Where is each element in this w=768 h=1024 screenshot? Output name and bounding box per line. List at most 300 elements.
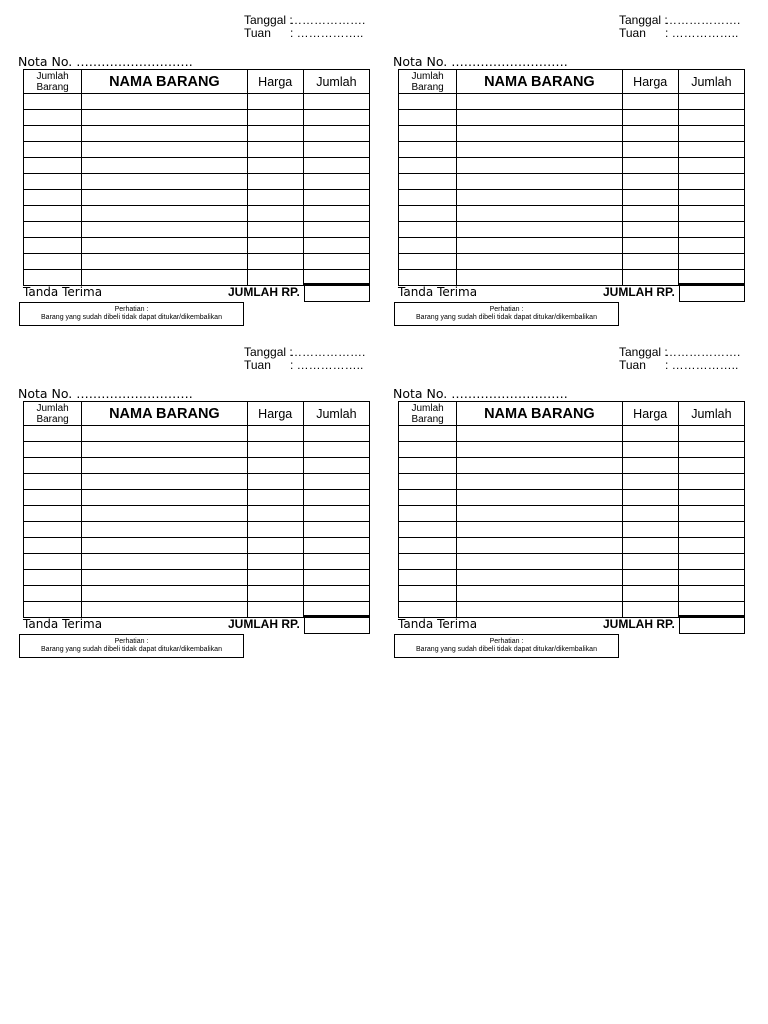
items-table: [23, 401, 370, 618]
table-cell: [399, 506, 457, 522]
table-cell: [247, 426, 303, 442]
table-cell: [457, 254, 622, 270]
table-cell: [678, 506, 744, 522]
notice-title: Perhatian :: [489, 306, 524, 313]
table-cell: [678, 206, 744, 222]
table-cell: [622, 554, 678, 570]
table-cell: [622, 126, 678, 142]
table-cell: [24, 126, 82, 142]
table-cell: [24, 426, 82, 442]
table-cell: [247, 190, 303, 206]
table-row: [399, 458, 745, 474]
table-cell: [303, 506, 369, 522]
nota-form: [393, 346, 745, 666]
table-cell: [24, 442, 82, 458]
table-row: [24, 442, 370, 458]
table-cell: [82, 206, 247, 222]
table-cell: [622, 458, 678, 474]
table-cell: [457, 442, 622, 458]
tanda-terima-label: Tanda Terima: [23, 617, 103, 631]
table-cell: [622, 490, 678, 506]
header-harga: Harga: [247, 70, 303, 94]
table-cell: [399, 442, 457, 458]
jumlah-rp-label: JUMLAH RP.: [228, 285, 300, 299]
table-cell: [24, 270, 82, 286]
table-cell: [622, 506, 678, 522]
table-header-row: [399, 402, 745, 426]
tuan-label: Tuan: [619, 26, 646, 40]
table-cell: [399, 174, 457, 190]
table-cell: [457, 474, 622, 490]
tanda-terima-label: Tanda Terima: [398, 617, 478, 631]
table-cell: [303, 174, 369, 190]
table-cell: [678, 522, 744, 538]
tuan-field: : ……………..: [290, 26, 364, 40]
table-cell: [82, 426, 247, 442]
table-cell: [399, 426, 457, 442]
table-row: [399, 238, 745, 254]
table-cell: [622, 522, 678, 538]
table-cell: [303, 522, 369, 538]
table-cell: [399, 522, 457, 538]
table-row: [399, 206, 745, 222]
table-cell: [622, 538, 678, 554]
notice-text: Barang yang sudah dibeli tidak dapat ditukar/dikembalikan: [416, 314, 597, 321]
table-cell: [678, 142, 744, 158]
table-cell: [303, 458, 369, 474]
table-cell: [457, 110, 622, 126]
table-cell: [82, 602, 247, 618]
table-cell: [82, 506, 247, 522]
table-cell: [457, 238, 622, 254]
table-cell: [678, 174, 744, 190]
table-cell: [303, 94, 369, 110]
jumlah-rp-label: JUMLAH RP.: [228, 617, 300, 631]
table-cell: [399, 126, 457, 142]
table-row: [399, 490, 745, 506]
items-table: [398, 401, 745, 618]
table-row: [399, 538, 745, 554]
table-row: [399, 442, 745, 458]
nota-number: Nota No. ……………………….: [18, 386, 193, 401]
table-cell: [24, 110, 82, 126]
table-cell: [82, 126, 247, 142]
table-cell: [82, 94, 247, 110]
table-cell: [303, 490, 369, 506]
nota-number: Nota No. ……………………….: [393, 54, 568, 69]
table-cell: [399, 254, 457, 270]
table-cell: [303, 554, 369, 570]
table-cell: [457, 222, 622, 238]
nota-number: Nota No. ……………………….: [18, 54, 193, 69]
table-cell: [303, 206, 369, 222]
table-cell: [24, 238, 82, 254]
table-cell: [399, 142, 457, 158]
table-cell: [457, 158, 622, 174]
notice-title: Perhatian :: [114, 638, 149, 645]
table-row: [399, 426, 745, 442]
table-row: [24, 110, 370, 126]
table-cell: [622, 238, 678, 254]
table-cell: [24, 254, 82, 270]
table-row: [399, 522, 745, 538]
table-cell: [82, 490, 247, 506]
table-cell: [24, 158, 82, 174]
header-harga: Harga: [622, 70, 678, 94]
table-cell: [622, 222, 678, 238]
table-cell: [678, 586, 744, 602]
jumlah-rp-label: JUMLAH RP.: [603, 285, 675, 299]
table-row: [24, 190, 370, 206]
table-cell: [399, 238, 457, 254]
table-cell: [247, 94, 303, 110]
table-cell: [399, 490, 457, 506]
table-cell: [399, 206, 457, 222]
header-jumlah-barang: Jumlah Barang: [399, 70, 457, 94]
table-cell: [247, 158, 303, 174]
table-cell: [678, 126, 744, 142]
table-cell: [678, 442, 744, 458]
table-row: [399, 94, 745, 110]
tuan-field: : ……………..: [665, 358, 739, 372]
item-rows: [24, 94, 370, 286]
table-header-row: [24, 402, 370, 426]
table-cell: [303, 126, 369, 142]
header-nama-barang: NAMA BARANG: [82, 402, 247, 426]
table-row: [24, 506, 370, 522]
table-cell: [82, 474, 247, 490]
table-row: [399, 474, 745, 490]
table-cell: [82, 222, 247, 238]
header-jumlah-barang: Jumlah Barang: [24, 402, 82, 426]
table-cell: [247, 554, 303, 570]
table-row: [399, 142, 745, 158]
table-cell: [82, 190, 247, 206]
tanggal-label: Tanggal :: [244, 13, 293, 27]
notice-title: Perhatian :: [489, 638, 524, 645]
header-harga: Harga: [247, 402, 303, 426]
table-cell: [678, 426, 744, 442]
table-cell: [457, 126, 622, 142]
table-cell: [622, 158, 678, 174]
table-cell: [622, 442, 678, 458]
table-cell: [82, 142, 247, 158]
table-cell: [457, 538, 622, 554]
notice-text: Barang yang sudah dibeli tidak dapat ditukar/dikembalikan: [41, 314, 222, 321]
header-jumlah-barang: Jumlah Barang: [399, 402, 457, 426]
items-table: [23, 69, 370, 286]
table-cell: [399, 602, 457, 618]
table-cell: [303, 238, 369, 254]
notice-text: Barang yang sudah dibeli tidak dapat ditukar/dikembalikan: [416, 646, 597, 653]
table-cell: [678, 110, 744, 126]
table-row: [24, 206, 370, 222]
tanggal-label: Tanggal :: [619, 345, 668, 359]
header-nama-barang: NAMA BARANG: [82, 70, 247, 94]
tuan-field: : ……………..: [290, 358, 364, 372]
table-cell: [622, 586, 678, 602]
table-cell: [24, 538, 82, 554]
total-amount-box: [679, 615, 745, 634]
tuan-row: [244, 27, 374, 40]
table-cell: [24, 602, 82, 618]
table-row: [24, 458, 370, 474]
table-cell: [622, 94, 678, 110]
table-cell: [678, 190, 744, 206]
tuan-field: : ……………..: [665, 26, 739, 40]
meta-block: [619, 346, 749, 372]
table-row: [399, 254, 745, 270]
item-rows: [399, 426, 745, 618]
table-cell: [678, 222, 744, 238]
table-cell: [303, 254, 369, 270]
table-cell: [399, 270, 457, 286]
table-cell: [457, 190, 622, 206]
table-cell: [457, 570, 622, 586]
table-row: [399, 506, 745, 522]
table-cell: [247, 522, 303, 538]
table-cell: [247, 142, 303, 158]
table-cell: [303, 474, 369, 490]
table-cell: [247, 126, 303, 142]
jumlah-rp-label: JUMLAH RP.: [603, 617, 675, 631]
table-cell: [622, 142, 678, 158]
table-cell: [247, 602, 303, 618]
table-cell: [622, 174, 678, 190]
table-cell: [622, 270, 678, 286]
table-cell: [399, 110, 457, 126]
tanggal-field: ……………….: [665, 13, 741, 27]
table-cell: [399, 586, 457, 602]
table-cell: [622, 110, 678, 126]
table-cell: [82, 110, 247, 126]
table-row: [24, 586, 370, 602]
table-cell: [247, 270, 303, 286]
items-table: [398, 69, 745, 286]
table-cell: [82, 538, 247, 554]
table-cell: [303, 426, 369, 442]
table-row: [24, 238, 370, 254]
table-cell: [24, 206, 82, 222]
table-cell: [247, 238, 303, 254]
nota-form: [18, 14, 370, 334]
total-amount-box: [679, 283, 745, 302]
table-cell: [457, 602, 622, 618]
tuan-row: [619, 27, 749, 40]
table-cell: [399, 190, 457, 206]
meta-block: [244, 14, 374, 40]
table-cell: [457, 522, 622, 538]
table-cell: [622, 206, 678, 222]
item-rows: [24, 426, 370, 618]
tanda-terima-label: Tanda Terima: [23, 285, 103, 299]
table-cell: [82, 458, 247, 474]
table-cell: [678, 94, 744, 110]
tanggal-field: ……………….: [290, 13, 366, 27]
table-cell: [303, 158, 369, 174]
table-cell: [24, 190, 82, 206]
header-nama-barang: NAMA BARANG: [457, 70, 622, 94]
table-cell: [24, 570, 82, 586]
meta-block: [619, 14, 749, 40]
table-header-row: [399, 70, 745, 94]
table-cell: [247, 110, 303, 126]
header-jumlah-barang: Jumlah Barang: [24, 70, 82, 94]
tanggal-field: ……………….: [665, 345, 741, 359]
table-cell: [24, 458, 82, 474]
table-row: [399, 110, 745, 126]
table-cell: [457, 490, 622, 506]
table-cell: [82, 270, 247, 286]
nota-form: [18, 346, 370, 666]
table-row: [24, 142, 370, 158]
table-cell: [303, 222, 369, 238]
table-cell: [303, 442, 369, 458]
table-cell: [24, 522, 82, 538]
table-cell: [457, 206, 622, 222]
table-cell: [247, 442, 303, 458]
table-cell: [247, 570, 303, 586]
table-cell: [82, 442, 247, 458]
table-cell: [678, 254, 744, 270]
table-cell: [457, 458, 622, 474]
table-row: [24, 554, 370, 570]
total-amount-box: [304, 283, 370, 302]
nota-form: [393, 14, 745, 334]
table-cell: [303, 538, 369, 554]
table-cell: [82, 570, 247, 586]
header-jumlah: Jumlah: [303, 70, 369, 94]
table-cell: [678, 474, 744, 490]
table-row: [399, 586, 745, 602]
table-row: [24, 474, 370, 490]
table-cell: [247, 458, 303, 474]
table-cell: [247, 174, 303, 190]
table-row: [24, 222, 370, 238]
table-cell: [24, 490, 82, 506]
header-harga: Harga: [622, 402, 678, 426]
table-cell: [399, 554, 457, 570]
meta-block: [244, 346, 374, 372]
table-cell: [82, 158, 247, 174]
table-cell: [399, 538, 457, 554]
notice-box: [394, 634, 619, 658]
table-cell: [82, 522, 247, 538]
table-cell: [457, 174, 622, 190]
table-cell: [622, 190, 678, 206]
table-cell: [82, 174, 247, 190]
table-row: [24, 158, 370, 174]
table-cell: [457, 426, 622, 442]
tuan-row: [244, 359, 374, 372]
table-row: [399, 158, 745, 174]
table-cell: [399, 94, 457, 110]
table-cell: [247, 222, 303, 238]
table-cell: [678, 570, 744, 586]
notice-box: [19, 302, 244, 326]
table-cell: [457, 142, 622, 158]
table-cell: [82, 238, 247, 254]
table-row: [24, 426, 370, 442]
table-cell: [678, 490, 744, 506]
table-row: [24, 538, 370, 554]
tuan-label: Tuan: [244, 26, 271, 40]
table-row: [24, 254, 370, 270]
table-cell: [457, 94, 622, 110]
table-row: [24, 490, 370, 506]
table-row: [399, 222, 745, 238]
table-cell: [24, 506, 82, 522]
table-cell: [24, 474, 82, 490]
table-cell: [457, 554, 622, 570]
tanda-terima-label: Tanda Terima: [398, 285, 478, 299]
table-cell: [678, 458, 744, 474]
table-cell: [678, 238, 744, 254]
table-row: [24, 522, 370, 538]
table-cell: [457, 270, 622, 286]
table-cell: [24, 222, 82, 238]
notice-text: Barang yang sudah dibeli tidak dapat ditukar/dikembalikan: [41, 646, 222, 653]
notice-box: [394, 302, 619, 326]
table-cell: [247, 490, 303, 506]
table-cell: [622, 474, 678, 490]
table-cell: [247, 474, 303, 490]
item-rows: [399, 94, 745, 286]
table-cell: [247, 586, 303, 602]
total-amount-box: [304, 615, 370, 634]
table-cell: [622, 570, 678, 586]
tanggal-label: Tanggal :: [244, 345, 293, 359]
table-cell: [622, 602, 678, 618]
table-cell: [399, 474, 457, 490]
table-cell: [399, 158, 457, 174]
table-cell: [399, 570, 457, 586]
table-cell: [303, 570, 369, 586]
table-cell: [457, 506, 622, 522]
header-jumlah: Jumlah: [678, 70, 744, 94]
table-cell: [247, 538, 303, 554]
header-nama-barang: NAMA BARANG: [457, 402, 622, 426]
table-row: [24, 174, 370, 190]
header-jumlah: Jumlah: [303, 402, 369, 426]
table-row: [24, 126, 370, 142]
table-row: [399, 174, 745, 190]
table-cell: [303, 110, 369, 126]
table-cell: [247, 206, 303, 222]
table-cell: [622, 426, 678, 442]
table-cell: [24, 174, 82, 190]
table-cell: [82, 554, 247, 570]
table-cell: [457, 586, 622, 602]
tuan-label: Tuan: [619, 358, 646, 372]
table-cell: [399, 222, 457, 238]
table-row: [399, 570, 745, 586]
table-cell: [82, 254, 247, 270]
table-row: [399, 190, 745, 206]
table-cell: [399, 458, 457, 474]
table-cell: [678, 554, 744, 570]
table-cell: [303, 142, 369, 158]
table-row: [399, 126, 745, 142]
table-cell: [303, 190, 369, 206]
table-cell: [24, 554, 82, 570]
table-cell: [24, 586, 82, 602]
table-cell: [24, 142, 82, 158]
table-cell: [82, 586, 247, 602]
table-cell: [303, 586, 369, 602]
table-cell: [247, 254, 303, 270]
header-jumlah: Jumlah: [678, 402, 744, 426]
